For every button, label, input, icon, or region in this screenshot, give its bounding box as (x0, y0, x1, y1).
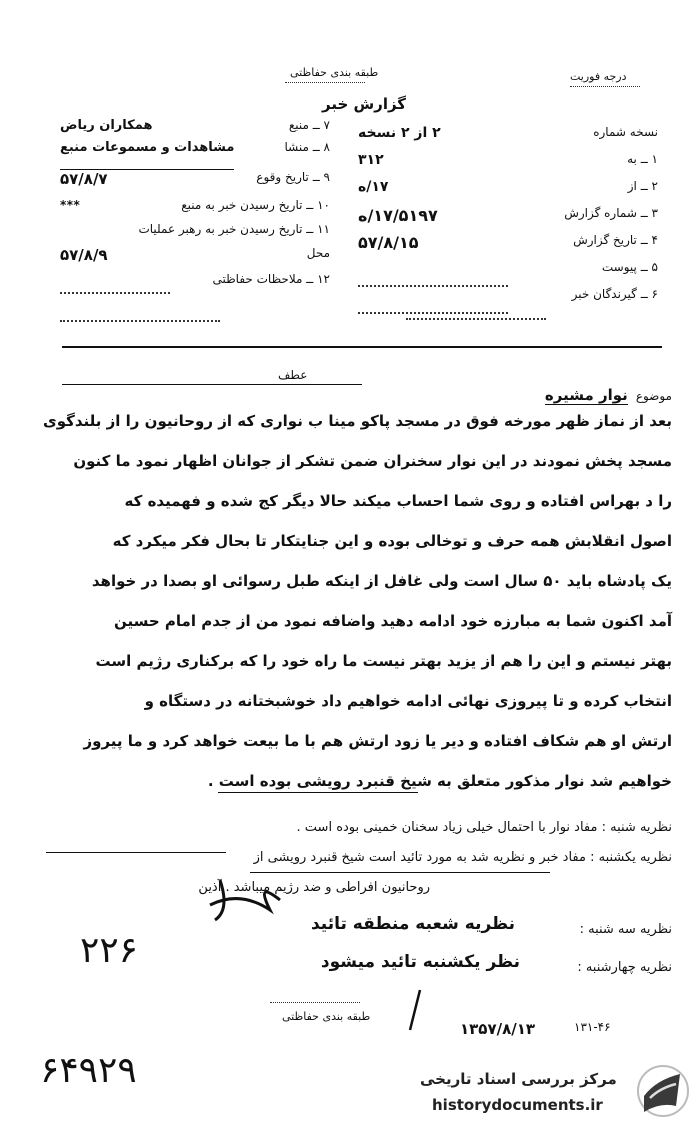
priority-label: درجه فوریت (570, 70, 627, 83)
comment-saturday: نظریه شنبه : مفاد نوار با احتمال خیلی زیاد سخنان خمینی بوده است . (296, 820, 672, 835)
body-line: بعد از نماز ظهر مورخه فوق در مسجد پاکو مینا ب نواری که از روحانیون را از بلندگوی (43, 412, 672, 430)
field-value: ۲ از ۲ نسخه (358, 125, 441, 141)
field-label: ۵ ــ پیوست (601, 260, 658, 274)
left-fields (60, 118, 330, 296)
divider (270, 1002, 360, 1003)
underline (46, 852, 226, 853)
subject-label: موضوع (635, 389, 672, 403)
field-label: ۸ ــ منشا (284, 140, 330, 154)
field-value: همکاران ریاض (60, 118, 153, 133)
atf-label: عطف (278, 368, 308, 382)
field-row (60, 246, 330, 272)
body-line: انتخاب کرده و تا پیروزی نهائی ادامه خواهیم داد خوشبختانه در دستگاه و (144, 692, 672, 710)
archive-url: historydocuments.ir (432, 1096, 603, 1114)
field-row (358, 233, 658, 260)
field-row (358, 125, 658, 152)
archive-logo (636, 1064, 690, 1118)
comment-tuesday-note: نظریه شعبه منطقه تائید (310, 914, 515, 934)
field-value: ۱۷/۵۱۹۷/ه (358, 206, 438, 225)
comment-tuesday-label: نظریه سه شنبه : (579, 922, 672, 937)
signature-mark (200, 870, 290, 930)
footer-ref: ۱۳۱-۴۶ (574, 1020, 611, 1034)
divider (60, 320, 220, 322)
body-line: ارتش او هم شکاف افتاده و دیر یا زود ارتش هم با ما بیعت خواهد کرد و ما پیروز (83, 732, 672, 750)
field-row (358, 287, 658, 314)
field-value: ۵۷/۸/۹ (60, 246, 108, 264)
section-divider (62, 346, 662, 348)
field-label: ۲ ــ از (627, 179, 658, 193)
comment-sunday: نظریه یکشنبه : مفاد خبر و نظریه شد به مورد تائید است شیخ قنبرد رویشی از (253, 850, 672, 865)
field-row (60, 140, 330, 170)
field-label: محل (306, 246, 330, 260)
field-value: ۵۷/۸/۱۵ (358, 233, 419, 252)
field-value: ۵۷/۸/۷ (60, 170, 108, 188)
field-row (60, 198, 330, 222)
field-row (358, 206, 658, 233)
body-line: آمد اکنون شما به مبارزه خود ادامه دهید واضافه نمود من از جدم امام حسین (114, 612, 672, 630)
body-text (22, 412, 672, 812)
field-row (60, 170, 330, 198)
field-row (358, 179, 658, 206)
field-label: ۷ ــ منبع (288, 118, 330, 132)
comment-wednesday-label: نظریه چهارشنبه : (577, 960, 672, 975)
field-label: ۶ ــ گیرندگان خبر (571, 287, 658, 301)
body-line: اصول انقلابش همه حرف و توخالی بوده و این جنایتکار تا بحال فکر میکرد که (112, 532, 672, 550)
field-label: ۹ ــ تاریخ وقوع (256, 170, 330, 184)
divider (570, 86, 640, 87)
body-line: بهتر نیستم و این را هم از یزید بهتر نیست ما راه خود را که برکناری رژیم است (95, 652, 672, 670)
underline (250, 872, 550, 873)
field-value: *** (60, 198, 81, 212)
footer-date: ۱۳۵۷/۸/۱۳ (460, 1020, 536, 1038)
field-label: ۱ ــ به (627, 152, 658, 166)
field-label: ۳ ــ شماره گزارش (564, 206, 658, 220)
field-row (60, 222, 330, 246)
subject-row (545, 386, 672, 405)
right-fields (358, 125, 658, 314)
divider (285, 82, 365, 83)
handwritten-number: ۶۴۹۲۹ (40, 1050, 137, 1091)
divider (406, 318, 546, 320)
body-line: یک پادشاه باید ۵۰ سال است ولی غافل از اینکه طبل رسوائی او بصدا در خواهد (91, 572, 672, 590)
divider (62, 384, 362, 385)
field-label: ۴ ــ تاریخ گزارش (573, 233, 658, 247)
field-label: ۱۲ ــ ملاحظات حفاظتی (212, 272, 330, 286)
field-row (60, 118, 330, 140)
field-value (358, 287, 508, 314)
divider (60, 292, 170, 294)
body-line: خواهیم شد نوار مذکور متعلق به شیخ قنبرد رویشی بوده است . (207, 772, 672, 790)
classification-footer: طبقه بندی حفاظتی (282, 1010, 371, 1023)
page-title: گزارش خبر (322, 95, 407, 113)
field-value: ۱۷/ه (358, 179, 389, 195)
signature-mark (390, 985, 450, 1035)
handwritten-number: ۲۲۶ (80, 930, 139, 971)
classification-header: طبقه بندی حفاظتی (290, 66, 379, 79)
field-value: ۳۱۲ (358, 152, 384, 168)
field-row (358, 152, 658, 179)
comment-sunday-cont: روحانیون افراطی و ضد رژیم میباشد . آذین (198, 880, 430, 895)
body-line: را د بهراس افتاده و روی شما احساب میکند حالا دیگر کج شده و فهمیده که (124, 492, 672, 510)
field-label: ۱۰ ــ تاریخ رسیدن خبر به منبع (181, 198, 330, 212)
archive-name: مرکز بررسی اسناد تاریخی (420, 1070, 617, 1088)
field-label: نسخه شماره (593, 125, 658, 139)
subject-value: نوار مشیره (544, 386, 628, 404)
field-value: مشاهدات و مسموعات منبع (60, 140, 234, 170)
book-icon (636, 1064, 690, 1118)
underline (218, 792, 418, 793)
field-row (358, 260, 658, 287)
field-value (358, 260, 508, 287)
comment-wednesday-note: نظر یکشنبه تائید میشود (320, 952, 520, 972)
field-label: ۱۱ ــ تاریخ رسیدن خبر به رهبر عملیات (138, 222, 330, 236)
body-line: مسجد پخش نمودند در این نوار سخنران ضمن تشکر از جوانان اظهار نمود ما کنون (73, 452, 672, 470)
